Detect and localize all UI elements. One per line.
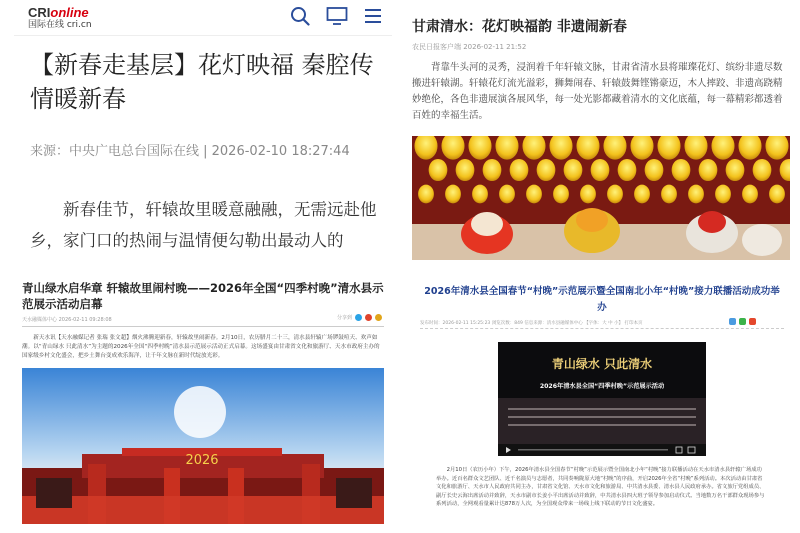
article-meta: 农民日报客户端 2026-02-11 21:52 [412, 43, 527, 51]
farmers-daily-panel [400, 0, 800, 262]
lantern [618, 159, 637, 181]
cri-logo[interactable] [28, 6, 92, 31]
logo-accent: online [50, 5, 89, 20]
menu-icon[interactable] [364, 7, 382, 25]
wechat-share-icon[interactable] [739, 318, 746, 325]
lantern [499, 185, 515, 204]
lantern [553, 185, 569, 204]
monitor-icon[interactable] [326, 6, 348, 26]
qq-share-icon[interactable] [729, 318, 736, 325]
lantern [591, 159, 610, 181]
lantern [688, 185, 704, 204]
article-body: 新春佳节，轩辕故里暖意融融，无需远赴他乡，家门口的热闹与温情便勾勒出最动人的 [30, 200, 377, 250]
lantern [769, 185, 785, 204]
qingshui-gov-panel [400, 272, 800, 533]
share-bar [337, 314, 382, 321]
lantern [537, 159, 556, 181]
lantern [456, 159, 475, 181]
lantern [715, 185, 731, 204]
lantern [726, 159, 745, 181]
share-label: 分享到 [336, 315, 352, 321]
cri-top-bar [14, 0, 392, 36]
divider [420, 328, 784, 329]
lantern [526, 185, 542, 204]
search-icon[interactable] [290, 6, 310, 26]
tianshui-news-panel [14, 272, 390, 533]
logo-subtitle: 国际在线 cri.cn [28, 20, 92, 30]
article-meta: 天水融媒体中心 2026-02-11 09:28:08 [22, 317, 112, 323]
lantern [607, 185, 623, 204]
cri-article-panel [14, 0, 392, 262]
video-player[interactable] [498, 342, 706, 456]
lantern [564, 159, 583, 181]
logo-text: CRI [28, 5, 51, 20]
lantern [661, 185, 677, 204]
lantern [742, 185, 758, 204]
lantern [510, 159, 529, 181]
svg-text:2026: 2026 [185, 453, 219, 468]
lantern [634, 185, 650, 204]
article-body: 2月10日（农历小年）下午，2026年清水县全国春节“村晚”示范展示暨全国南北小年“村晚”接力联播活动在天水市清水县轩辕广场成功举办。近百名群众文艺团队、近千名演员与志愿者，共同奏响陇原大地“村晚”的序曲，开启2026年全省“村晚”系列活动。本次活动由甘肃省文化和旅游厅、天水市人民政府共同主办，甘肃省文化馆、天水市文化和旅游局、中共清水县委、清水县人民政府承办。省文旅厅党组成员、副厅长史云海出席活动并致辞，天水市副市长姜小平出席活动并致辞，中共清水县四大班子领导参加启动仪式。当地数万名干部群众现场参与系列活动，全网观看量累计达878万人次，为全国观众带来一场线上线下联动的节日文化盛宴。 [436, 467, 765, 508]
more-share-icon[interactable] [375, 314, 382, 321]
lantern [699, 159, 718, 181]
lantern [753, 159, 772, 181]
lantern [580, 185, 596, 204]
lantern [483, 159, 502, 181]
lantern [429, 159, 448, 181]
article-title: 青山绿水启华章 轩辕故里闹村晚——2026年全国“四季村晚”清水县示范展示活动启幕 [22, 281, 384, 311]
article-body: 背靠牛头河的灵秀，浸润着千年轩辕文脉，甘肃省清水县将璀璨花灯、缤纷非遗尽数搬进轩辕湖。轩辕花灯流光溢彩，狮舞闹春、轩辕鼓舞铿锵豪迈，木人摔跤、非遗高跷精妙绝伦，各色非遗展演各展风华，每一处光影都藏着清水的文化底蕴，每一幕精彩都透着百姓的幸福生活。 [412, 62, 783, 121]
share-bar [729, 318, 756, 325]
article-meta: 发布时间：2026-02-11 15:25:23 浏览次数：849 信息来源：清水县融媒体中心 【字体：大 中 小】 打印本页 [420, 321, 643, 326]
article-headline: 【新春走基层】花灯映福 秦腔传情暖新春 [30, 51, 374, 113]
article-body: 新天水讯【天水融媒记者 张瑞 张文超】烟火沸腾迎新春，轩辕故里闹新春。2月10日，农历腊月二十三，清水县轩辕广场锣鼓喧天、欢声如潮。以“青山绿水 只此清水”为主题的2026年全国“四季村晚”清水县示范展示活动正式启幕。这场盛宴由甘肃省文化和旅游厅、天水市政府主办的国家级乡村文化盛会，把乡土舞台变成欢乐海洋，让千年文脉在新时代绽放光彩。 [22, 335, 380, 359]
qzone-share-icon[interactable] [355, 314, 362, 321]
article-source: 来源：中央广电总台国际在线 | 2026-02-10 18:27:44 [30, 144, 350, 159]
article-title: 2026年清水县全国春节“村晚”示范展示暨全国南北小年“村晚”接力联播活动成功举办 [424, 286, 780, 313]
video-title: 青山绿水 只此清水 [551, 357, 653, 371]
divider [22, 326, 384, 327]
lantern-lion-dance-photo [412, 136, 790, 260]
stage-ceremony-photo [22, 368, 384, 524]
weibo-share-icon[interactable] [365, 314, 372, 321]
lantern [418, 185, 434, 204]
lantern [472, 185, 488, 204]
lantern [445, 185, 461, 204]
lantern [645, 159, 664, 181]
video-subtitle: 2026年清水县全国“四季村晚”示范展示活动 [539, 383, 665, 390]
article-title: 甘肃清水：花灯映福韵 非遗闹新春 [412, 19, 627, 35]
weibo-share-icon[interactable] [749, 318, 756, 325]
lantern [672, 159, 691, 181]
